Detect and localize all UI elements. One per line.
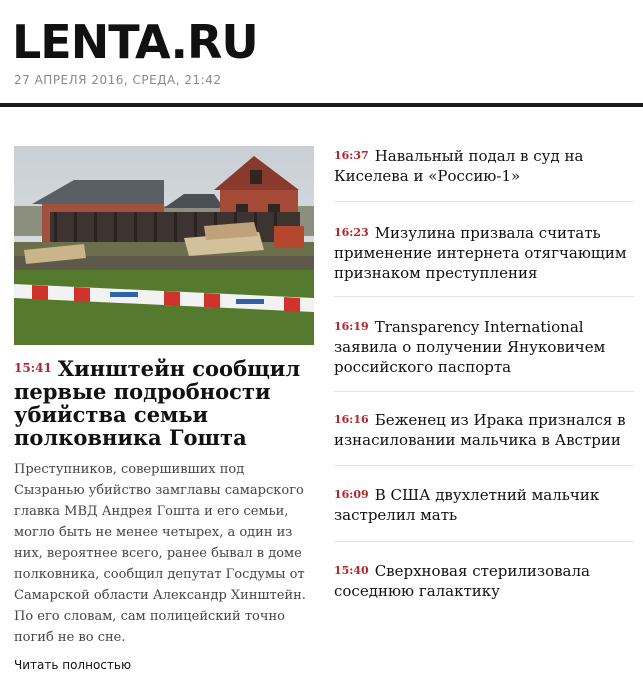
news-item-text[interactable]: [334, 146, 634, 186]
news-item-text[interactable]: [334, 485, 634, 525]
news-item[interactable]: [334, 146, 634, 202]
main-story-headline[interactable]: Хинштейн сообщил первые подробности убийства семьи полковника Гошта: [14, 356, 301, 450]
read-more-link[interactable]: Читать полностью: [14, 658, 132, 672]
current-date: 27 АПРЕЛЯ 2016, СРЕДА, 21:42: [14, 73, 222, 87]
news-item-headline[interactable]: Сверхновая стерилизовала соседнюю галактику: [334, 562, 590, 600]
news-item[interactable]: [334, 542, 634, 601]
news-item-headline[interactable]: Transparency International заявила о получении Януковичем российского паспорта: [334, 318, 606, 376]
news-item-time: 16:23: [334, 226, 369, 239]
news-item-time: 16:19: [334, 320, 369, 333]
main-story-summary: Преступников, совершивших под Сызранью убийство замглавы самарского главка МВД Андрея Гошта и его семьи, могло быть не менее четырех, а один из них, вероятнее всего, ранее бывал в доме полковника, сообщил депутат Госдумы от Самарской области Александр Хинштейн. По его словам, сам полицейский точно погиб не во сне.: [14, 462, 306, 645]
main-story-title[interactable]: [14, 357, 314, 449]
news-item-headline[interactable]: Навальный подал в суд на Киселева и «Россию-1»: [334, 147, 584, 185]
news-item-time: 16:09: [334, 488, 369, 501]
news-item[interactable]: [334, 392, 634, 466]
news-item[interactable]: [334, 466, 634, 542]
news-item[interactable]: [334, 297, 634, 392]
header-divider: [0, 103, 643, 107]
news-item-time: 16:37: [334, 149, 369, 162]
site-header: [0, 0, 643, 108]
news-list: [334, 146, 634, 601]
news-item-time: 16:16: [334, 413, 369, 426]
news-item-text[interactable]: [334, 561, 634, 601]
news-item-headline[interactable]: Беженец из Ирака признался в изнасиловании мальчика в Австрии: [334, 411, 626, 449]
news-item-text[interactable]: [334, 223, 634, 283]
main-story: [14, 146, 314, 672]
news-item-headline[interactable]: Мизулина призвала считать применение интернета отягчающим признаком преступления: [334, 224, 627, 282]
news-item[interactable]: [334, 202, 634, 297]
news-item-text[interactable]: [334, 317, 634, 377]
site-logo[interactable]: LENTA.RU: [12, 15, 258, 69]
news-item-time: 15:40: [334, 564, 369, 577]
news-item-headline[interactable]: В США двухлетний мальчик застрелил мать: [334, 486, 600, 524]
news-item-text[interactable]: [334, 410, 634, 450]
main-story-photo[interactable]: [14, 146, 314, 345]
main-story-time: 15:41: [14, 361, 52, 375]
